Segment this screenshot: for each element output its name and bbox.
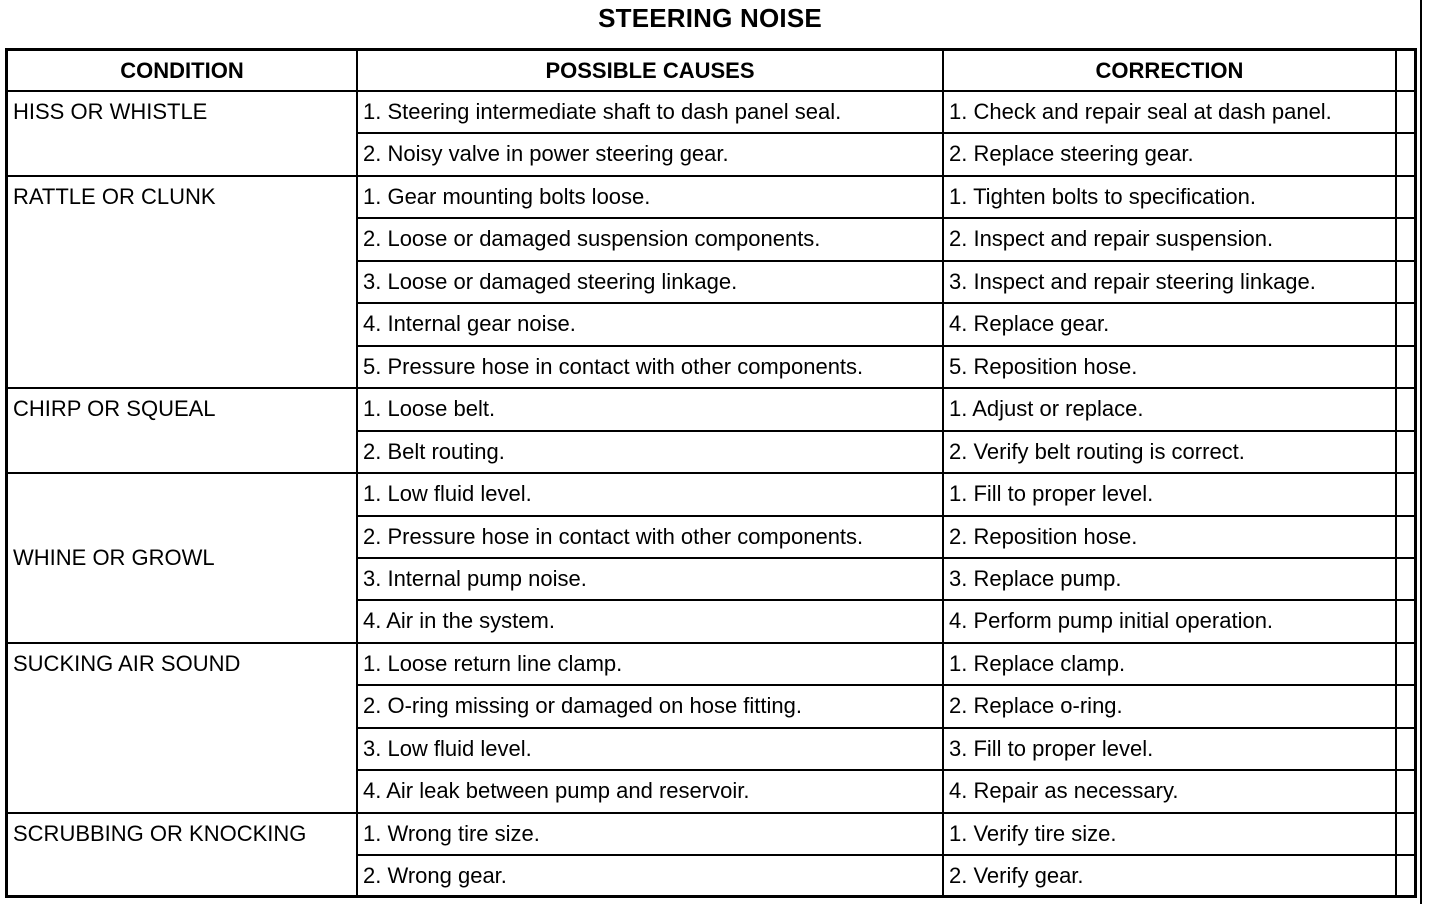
correction-cell: 3. Replace pump. [944, 558, 1397, 600]
condition-cell: HISS OR WHISTLE [8, 91, 358, 176]
correction-cell: 2. Replace o-ring. [944, 685, 1397, 727]
correction-cell: 2. Reposition hose. [944, 516, 1397, 558]
blank-cell [1397, 388, 1414, 430]
header-condition: CONDITION [8, 51, 358, 91]
condition-cell: WHINE OR GROWL [8, 473, 358, 643]
table-row [8, 558, 1414, 600]
cause-cell: 4. Internal gear noise. [358, 303, 944, 345]
table-row [8, 685, 1414, 727]
table-row [8, 261, 1414, 303]
table-row [8, 218, 1414, 260]
correction-cell: 2. Replace steering gear. [944, 133, 1397, 175]
correction-cell: 4. Repair as necessary. [944, 770, 1397, 812]
header-possible-causes: POSSIBLE CAUSES [358, 51, 944, 91]
blank-cell [1397, 261, 1414, 303]
cause-cell: 3. Loose or damaged steering linkage. [358, 261, 944, 303]
correction-cell: 2. Inspect and repair suspension. [944, 218, 1397, 260]
correction-cell: 5. Reposition hose. [944, 346, 1397, 388]
cause-cell: 4. Air in the system. [358, 600, 944, 642]
table-row [8, 643, 1414, 685]
correction-cell: 1. Fill to proper level. [944, 473, 1397, 515]
cause-cell: 1. Steering intermediate shaft to dash panel seal. [358, 91, 944, 133]
table-row [8, 176, 1414, 218]
table-row [8, 303, 1414, 345]
cause-cell: 2. Loose or damaged suspension components. [358, 218, 944, 260]
table-row [8, 346, 1414, 388]
cause-cell: 2. O-ring missing or damaged on hose fitting. [358, 685, 944, 727]
blank-cell [1397, 770, 1414, 812]
correction-cell: 4. Perform pump initial operation. [944, 600, 1397, 642]
troubleshooting-table [8, 51, 1414, 895]
blank-cell [1397, 855, 1414, 897]
condition-cell: SUCKING AIR SOUND [8, 643, 358, 813]
blank-cell [1397, 685, 1414, 727]
cause-cell: 1. Loose return line clamp. [358, 643, 944, 685]
blank-cell [1397, 813, 1414, 855]
cause-cell: 1. Loose belt. [358, 388, 944, 430]
table-row [8, 388, 1414, 430]
table-row [8, 516, 1414, 558]
table-row [8, 770, 1414, 812]
blank-cell [1397, 516, 1414, 558]
cause-cell: 1. Gear mounting bolts loose. [358, 176, 944, 218]
blank-cell [1397, 728, 1414, 770]
condition-cell: RATTLE OR CLUNK [8, 176, 358, 388]
blank-cell [1397, 91, 1414, 133]
blank-cell [1397, 218, 1414, 260]
blank-cell [1397, 473, 1414, 515]
header-correction: CORRECTION [944, 51, 1397, 91]
blank-cell [1397, 600, 1414, 642]
condition-cell: CHIRP OR SQUEAL [8, 388, 358, 473]
correction-cell: 2. Verify gear. [944, 855, 1397, 897]
blank-cell [1397, 303, 1414, 345]
correction-cell: 1. Verify tire size. [944, 813, 1397, 855]
page-title: STEERING NOISE [598, 3, 822, 33]
correction-cell: 3. Fill to proper level. [944, 728, 1397, 770]
cause-cell: 2. Belt routing. [358, 431, 944, 473]
cause-cell: 2. Noisy valve in power steering gear. [358, 133, 944, 175]
correction-cell: 1. Replace clamp. [944, 643, 1397, 685]
blank-cell [1397, 431, 1414, 473]
header-blank-column [1397, 51, 1414, 91]
table-row [8, 728, 1414, 770]
condition-cell: SCRUBBING OR KNOCKING [8, 813, 358, 898]
blank-cell [1397, 346, 1414, 388]
cause-cell: 1. Wrong tire size. [358, 813, 944, 855]
table-row [8, 133, 1414, 175]
cause-cell: 3. Low fluid level. [358, 728, 944, 770]
correction-cell: 1. Adjust or replace. [944, 388, 1397, 430]
table-row [8, 855, 1414, 897]
cause-cell: 2. Wrong gear. [358, 855, 944, 897]
blank-cell [1397, 176, 1414, 218]
cause-cell: 4. Air leak between pump and reservoir. [358, 770, 944, 812]
table-row [8, 91, 1414, 133]
cause-cell: 1. Low fluid level. [358, 473, 944, 515]
table-row [8, 600, 1414, 642]
blank-cell [1397, 643, 1414, 685]
page-edge-rule [1420, 0, 1422, 904]
cause-cell: 2. Pressure hose in contact with other components. [358, 516, 944, 558]
correction-cell: 3. Inspect and repair steering linkage. [944, 261, 1397, 303]
correction-cell: 1. Check and repair seal at dash panel. [944, 91, 1397, 133]
blank-cell [1397, 133, 1414, 175]
correction-cell: 4. Replace gear. [944, 303, 1397, 345]
correction-cell: 2. Verify belt routing is correct. [944, 431, 1397, 473]
correction-cell: 1. Tighten bolts to specification. [944, 176, 1397, 218]
table-row [8, 431, 1414, 473]
table-row [8, 473, 1414, 515]
table-header-row [8, 51, 1414, 91]
table-row [8, 813, 1414, 855]
blank-cell [1397, 558, 1414, 600]
cause-cell: 5. Pressure hose in contact with other components. [358, 346, 944, 388]
cause-cell: 3. Internal pump noise. [358, 558, 944, 600]
